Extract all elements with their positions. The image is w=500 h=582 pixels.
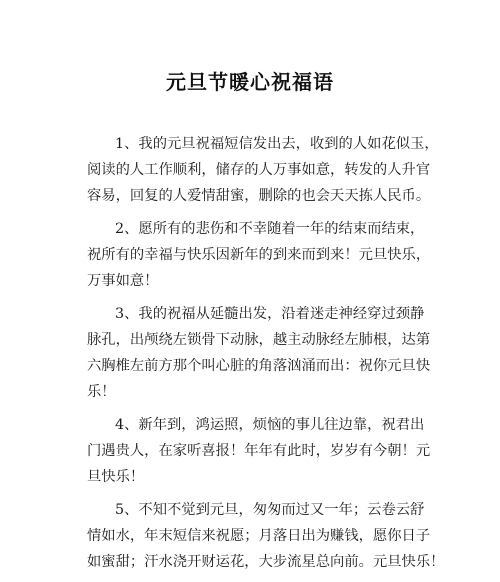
paragraph-1 <box>87 131 439 209</box>
text-line: 3、我的祝福从延髓出发，沿着迷走神经穿过颈静 <box>115 306 425 322</box>
text-line: 阅读的人工作顺利，储存的人万事如意，转发的人升官 <box>87 162 431 178</box>
text-line: 5、不知不觉到元旦，匆匆而过又一年；云卷云舒 <box>115 502 425 518</box>
text-line: 门遇贵人，在家听喜报！年年有此时，岁岁有今朝！元 <box>87 443 431 459</box>
text-line: 乐！ <box>87 384 116 400</box>
text-line: 如蜜甜；汗水浇开财运花，大步流星总向前。元旦快乐！ <box>87 554 445 570</box>
paragraph-3 <box>87 301 432 405</box>
paragraph-2 <box>87 216 432 294</box>
text-line: 六胸椎左前方那个叫心脏的角落汹涌而出：祝你元旦快 <box>87 358 431 374</box>
paragraph-5 <box>87 497 445 575</box>
text-line: 情如水，年末短信来祝愿；月落日出为赚钱，愿你日子 <box>87 528 431 544</box>
document-body <box>87 131 445 582</box>
text-line: 脉孔，出颅绕左锁骨下动脉，越主动脉经左肺根，达第 <box>87 332 431 348</box>
text-line: 4、新年到，鸿运照，烦恼的事儿往边靠，祝君出 <box>115 417 425 433</box>
text-line: 祝所有的幸福与快乐因新年的到来而到来！元旦快乐， <box>87 247 431 263</box>
text-line: 容易，回复的人爱情甜蜜，删除的也会天天拣人民币。 <box>87 188 431 204</box>
text-line: 1、我的元旦祝福短信发出去，收到的人如花似玉， <box>115 136 439 152</box>
text-line: 万事如意！ <box>87 273 159 289</box>
paragraph-4 <box>87 412 432 490</box>
page-title: 元旦节暖心祝福语 <box>166 70 334 94</box>
text-line: 旦快乐！ <box>87 469 145 485</box>
text-line: 2、愿所有的悲伤和不幸随着一年的结束而结束， <box>115 221 425 237</box>
